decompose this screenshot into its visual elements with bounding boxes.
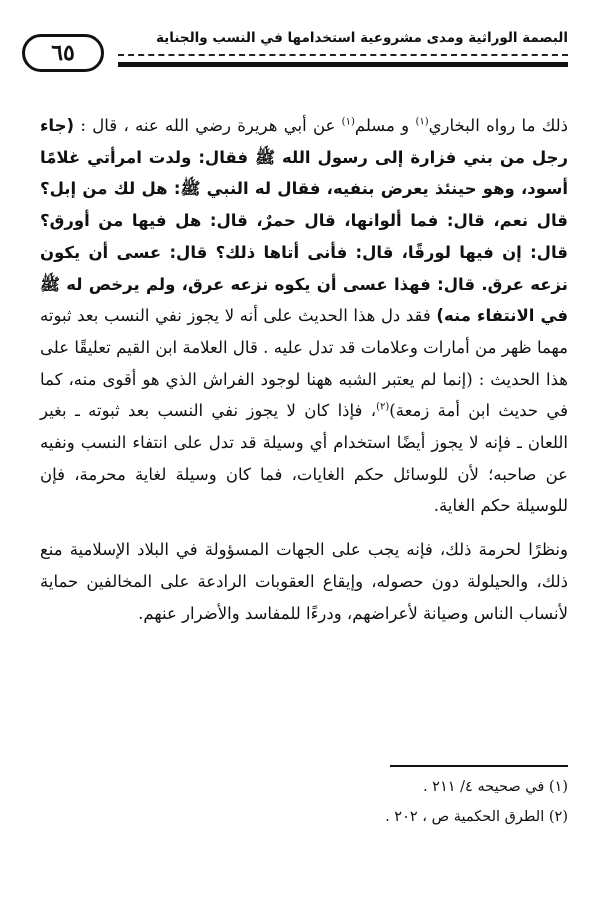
paragraph-1 [40,110,568,522]
main-text [40,110,568,629]
footnote-ref: (٢) [376,401,390,413]
footnote-ref: (١) [341,116,355,128]
paragraph-2: ونظرًا لحرمة ذلك، فإنه يجب على الجهات المسؤولة في البلاد الإسلامية منع ذلك، والحيلولة دون حصوله، وإيقاع العقوبات الرادعة على المخالفين حماية لأنساب الناس وصيانة لأعراضهم، ودرءًا للمفاسد والأضرار عنهم. [40,540,568,623]
footnote-2: (٢) الطرق الحكمية ص ، ٢٠٢ . [385,809,568,825]
header-dashed-rule [118,54,568,56]
text-run: عن أبي هريرة رضي الله عنه ، قال : [74,116,342,135]
header-thick-rule [118,62,568,67]
hadith-quote: (جاء رجل من بني فزارة إلى رسول الله ﷺ فقال: ولدت امرأتي غلامًا أسود، وهو حينئذ يعرض بنفيه، فقال له النبي ﷺ: هل لك من إبل؟ قال نعم، قال: فما ألوانها، قال حمرٌ، قال: هل فيها من أورق؟ قال: إن فيها لورقًا، قال: فأنى أتاها ذلك؟ قال: عسى أن يكون نزعه عرق. قال: فهذا عسى أن يكوه نزعه عرق، ولم يرخص له ﷺ في الانتفاء منه) [40,116,569,326]
page-header [22,28,568,76]
footnote-ref: (١) [415,116,429,128]
text-run: و مسلم [354,116,416,135]
footnotes [40,772,568,832]
footnote-separator [390,765,568,767]
text-run: ، فإذا كان لا يجوز نفي النسب بعد ثبوته ـ بغير اللعان ـ فإنه لا يجوز أيضًا استخدام أي وسيلة قد تدل على انتفاء النسب ونفيه عن صاحبه؛ لأن للوسائل حكم الغايات، فما كان وسيلة لغاية محرمة، فإن للوسيلة حكم الغاية. [40,401,568,516]
page-number: ٦٥ [22,34,104,72]
footnote-1: (١) في صحيحه ٤/ ٢١١ . [422,779,568,795]
running-title: البصمة الوراثية ومدى مشروعية استخدامها في النسب والجناية [156,30,568,46]
text-run: ذلك ما رواه البخاري [428,116,568,135]
text-run: فقد دل هذا الحديث على أنه لا يجوز نفي النسب بعد ثبوته مهما ظهر من أمارات وعلامات قد تدل عليه . قال العلامة ابن القيم تعليقًا على هذا الحديث : (إنما لم يعتبر الشبه ههنا لوجود الفراش الذي هو أقوى منه، كما في حديث ابن أمة زمعة) [40,306,568,421]
